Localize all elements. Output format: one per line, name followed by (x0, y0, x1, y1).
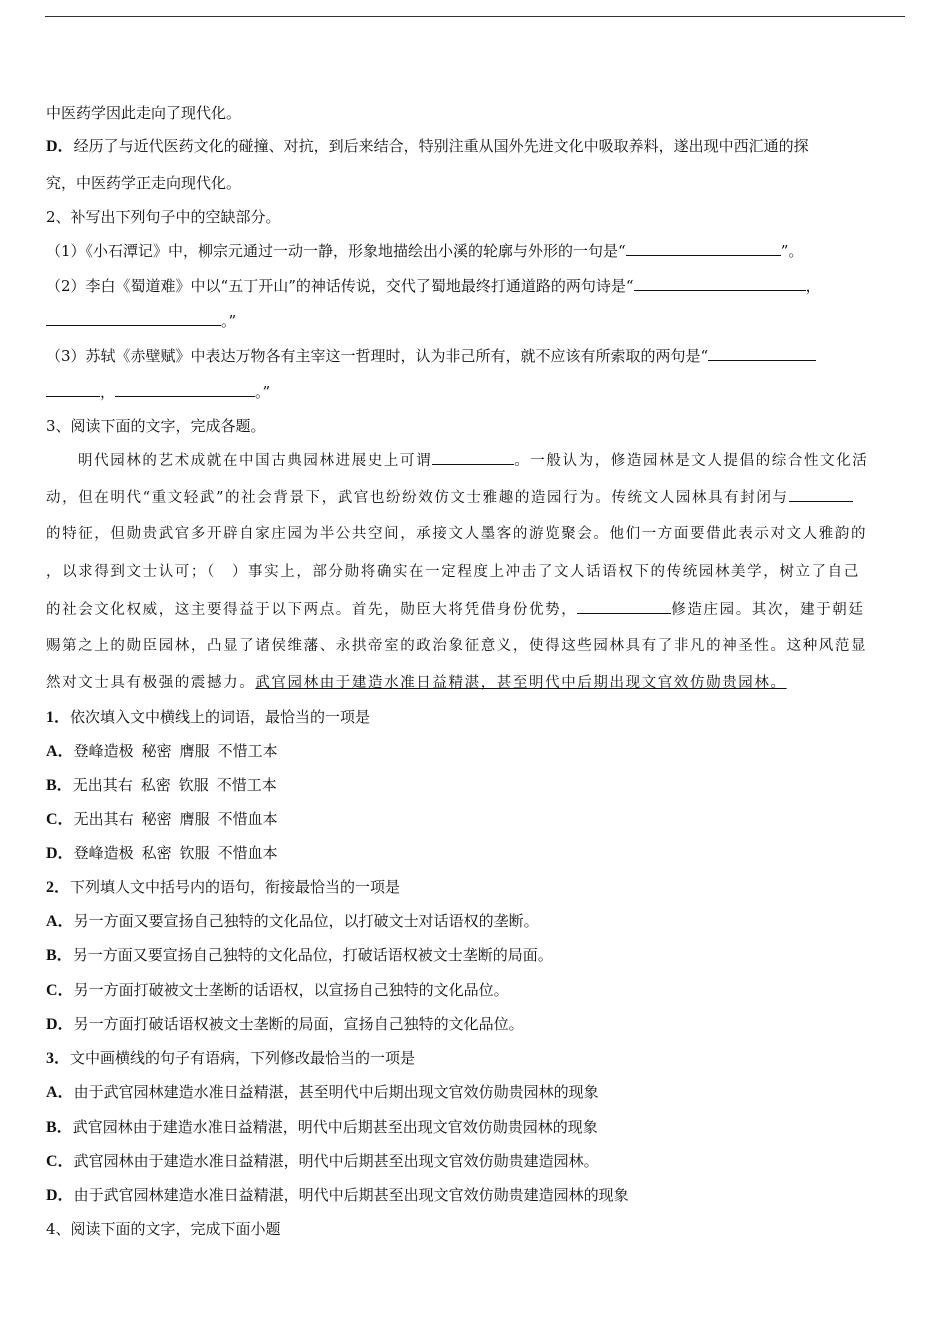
option-word: 钦服 (179, 844, 210, 862)
stem-text: 下列填人文中括号内的语句，衔接最恰当的一项是 (70, 878, 401, 896)
q2-item-2-text: （2）李白《蜀道难》中以“五丁开山”的神话传说，交代了蜀地最终打通道路的两句诗是“ (46, 277, 634, 295)
q3-sub1-option-b[interactable] (46, 775, 277, 796)
option-word: 不惜工本 (216, 776, 277, 794)
q2-item-3-end: 。” (255, 383, 271, 401)
prev-option-d-line2: 究，中医药学正走向现代化。 (46, 174, 242, 192)
option-word: 膺服 (179, 742, 210, 760)
passage-text: 动，但在明代“重文轻武”的社会背景下，武官也纷纷效仿文士雅趣的造园行为。传统文人园林具有封闭与 (46, 490, 789, 506)
passage-line (78, 450, 868, 471)
passage-blank[interactable] (577, 599, 671, 614)
option-label: D． (46, 845, 74, 862)
option-word: 无出其右 (73, 810, 134, 828)
option-text: 另一方面打破话语权被文士垄断的局面，宣扬自己独特的文化品位。 (73, 1015, 524, 1033)
option-text: 经历了与近代医药文化的碰撞、对抗，到后来结合，特别注重从国外先进文化中吸取养料，遂出现中西汇通的探 (73, 137, 809, 155)
q2-item-3 (46, 346, 816, 366)
option-label: D． (46, 1016, 74, 1033)
prev-option-d-line1 (46, 136, 809, 157)
option-label: C． (46, 811, 74, 828)
q2-item-2-end: 。” (221, 312, 237, 330)
option-text: 由于武官园林建造水准日益精湛，明代中后期甚至出现文官效仿勋贵建造园林的现象 (73, 1186, 629, 1204)
option-label: B． (46, 947, 73, 964)
q3-sub3-option-a[interactable] (46, 1082, 599, 1103)
option-word: 秘密 (141, 810, 172, 828)
q3-sub1-option-d[interactable] (46, 843, 278, 864)
option-label: A． (46, 1084, 74, 1101)
stem-text: 文中画横线的句子有语病，下列修改最恰当的一项是 (70, 1049, 416, 1067)
q3-sub2-stem (46, 877, 400, 898)
passage-line: 赐第之上的勋臣园林，凸显了诸侯维藩、永拱帝室的政治象征意义，使得这些园林具有了非凡的神圣性。这种风范显 (46, 638, 868, 654)
option-label: A． (46, 743, 74, 760)
option-word: 登峰造极 (73, 742, 134, 760)
q2-item-2-comma: ， (805, 277, 821, 295)
option-label: B． (46, 1119, 73, 1136)
q3-sub3-option-c[interactable] (46, 1151, 599, 1172)
q3-sub3-option-d[interactable] (46, 1185, 629, 1206)
passage-text: 修造庄园。其次，建于朝廷 (671, 602, 865, 618)
answer-blank[interactable] (46, 311, 221, 326)
option-word: 私密 (141, 844, 172, 862)
option-label: C． (46, 982, 74, 999)
answer-blank[interactable] (115, 382, 255, 397)
q2-item-2 (46, 276, 821, 296)
option-word: 秘密 (141, 742, 172, 760)
option-label: D． (46, 138, 74, 155)
option-word: 膺服 (179, 810, 210, 828)
q2-heading: 2、补写出下列句子中的空缺部分。 (46, 208, 281, 226)
passage-line (46, 487, 853, 508)
option-text: 另一方面又要宣扬自己独特的文化品位，打破话语权被文士垄断的局面。 (72, 946, 553, 964)
stem-text: 依次填入文中横线上的词语，最恰当的一项是 (70, 708, 371, 726)
q2-item-3-comma: ， (100, 383, 116, 401)
q3-sub3-option-b[interactable] (46, 1117, 598, 1138)
q2-item-2-cont (46, 311, 236, 331)
passage-blank[interactable] (432, 450, 514, 465)
passage-text: 明代园林的艺术成就在中国古典园林进展史上可谓 (78, 453, 433, 469)
q3-sub1-option-a[interactable] (46, 741, 278, 762)
q2-item-3-text: （3）苏轼《赤壁赋》中表达万物各有主宰这一哲理时，认为非己所有，就不应该有所索取的两句是“ (46, 347, 709, 365)
option-label: D． (46, 1187, 74, 1204)
passage-text: 。一般认为，修造园林是文人提倡的综合性文化活 (514, 453, 869, 469)
prev-option-c-tail: 中医药学因此走向了现代化。 (46, 104, 242, 122)
q2-item-1-text: （1）《小石潭记》中，柳宗元通过一动一静，形象地描绘出小溪的轮廓与外形的一句是“ (46, 242, 626, 260)
passage-line: 的特征，但勋贵武官多开辟自家庄园为半公共空间，承接文人墨客的游览聚会。他们一方面要借此表示对文人雅韵的 (46, 526, 868, 542)
option-word: 无出其右 (72, 776, 133, 794)
option-text: 另一方面又要宣扬自己独特的文化品位，以打破文士对话语权的垄断。 (73, 912, 539, 930)
option-text: 武官园林由于建造水准日益精湛，明代中后期甚至出现文官效仿勋贵建造园林。 (73, 1152, 599, 1170)
option-word: 不惜血本 (217, 844, 278, 862)
q3-sub2-option-a[interactable] (46, 911, 539, 932)
passage-text: 的社会文化权威，这主要得益于以下两点。首先，勋臣大将凭借身份优势， (46, 602, 578, 618)
passage-blank[interactable] (789, 487, 853, 502)
option-label: B． (46, 777, 73, 794)
option-label: A． (46, 913, 74, 930)
option-word: 私密 (140, 776, 171, 794)
q3-sub2-option-c[interactable] (46, 980, 509, 1001)
stem-label: 3． (46, 1050, 71, 1067)
q2-item-1-end: ”。 (780, 242, 804, 260)
option-word: 登峰造极 (73, 844, 134, 862)
answer-blank[interactable] (634, 276, 806, 291)
option-label: C． (46, 1153, 74, 1170)
stem-label: 1． (46, 709, 71, 726)
q3-sub2-option-b[interactable] (46, 945, 553, 966)
q3-sub2-option-d[interactable] (46, 1014, 524, 1035)
option-text: 武官园林由于建造水准日益精湛，明代中后期甚至出现文官效仿勋贵园林的现象 (72, 1118, 598, 1136)
option-text: 由于武官园林建造水准日益精湛，甚至明代中后期出现文官效仿勋贵园林的现象 (73, 1083, 599, 1101)
q3-sub1-option-c[interactable] (46, 809, 278, 830)
option-text: 另一方面打破被文士垄断的话语权，以宣扬自己独特的文化品位。 (73, 981, 509, 999)
answer-blank[interactable] (46, 382, 100, 397)
answer-blank[interactable] (708, 346, 816, 361)
header-rule (45, 16, 905, 17)
q2-item-1 (46, 241, 803, 261)
underlined-sentence: 武官园林由于建造水准日益精湛，甚至明代中后期出现文官效仿勋贵园林。 (255, 675, 787, 691)
stem-label: 2． (46, 879, 71, 896)
q3-sub1-stem (46, 707, 370, 728)
answer-blank[interactable] (626, 241, 781, 256)
q3-heading: 3、阅读下面的文字，完成各题。 (46, 417, 266, 435)
option-word: 不惜血本 (217, 810, 278, 828)
passage-line: ，以求得到文士认可；（ ）事实上，部分勋将确实在一定程度上冲击了文人话语权下的传统园林美学，树立了自己 (46, 564, 860, 580)
option-word: 钦服 (178, 776, 209, 794)
passage-line (46, 673, 787, 693)
q4-heading: 4、阅读下面的文字，完成下面小题 (46, 1220, 281, 1238)
option-word: 不惜工本 (217, 742, 278, 760)
passage-line (46, 599, 865, 620)
q2-item-3-cont (46, 382, 270, 402)
passage-text: 然对文士具有极强的震撼力。 (46, 675, 256, 691)
q3-sub3-stem (46, 1048, 415, 1069)
